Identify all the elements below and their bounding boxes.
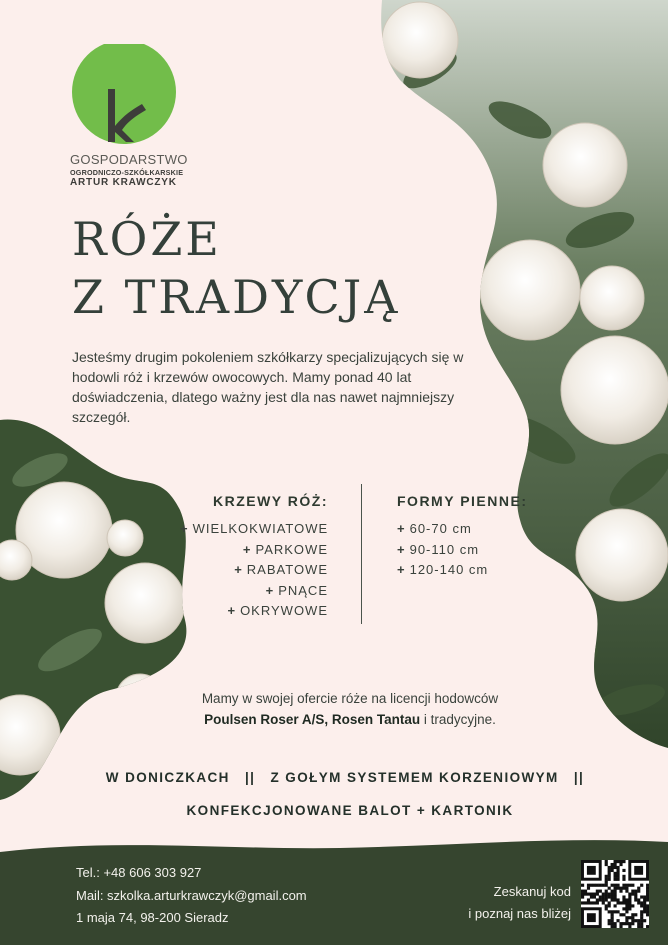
plus-icon: + — [242, 541, 252, 557]
packaging-row-2 — [80, 803, 620, 818]
list-item-label: RABATOWE — [246, 562, 328, 577]
offer-text-end: i tradycyjne. — [423, 712, 496, 727]
list-item — [180, 560, 328, 581]
logo-line-gospodarstwo: GOSPODARSTWO — [70, 152, 188, 167]
shrub-roses-list — [180, 493, 328, 622]
list-item — [397, 560, 547, 581]
packaging-pots: W DONICZKACH — [105, 770, 230, 785]
list-item — [397, 540, 547, 561]
column-divider — [361, 484, 362, 624]
contact-info — [76, 862, 307, 930]
separator: || — [573, 770, 585, 785]
offer-text-start: Mamy w swojej ofercie róże na licencji hodowców — [201, 691, 499, 706]
plus-icon: + — [234, 562, 243, 577]
list-item-label: PNĄCE — [278, 582, 328, 598]
standard-roses-heading: FORMY PIENNE: — [397, 493, 528, 509]
logo-k-mark-icon — [70, 44, 176, 144]
list-item — [180, 601, 328, 622]
list-item — [180, 540, 328, 561]
headline-line-2: Z TRADYCJĄ — [72, 270, 401, 324]
list-item-label: 60-70 cm — [409, 521, 472, 536]
plus-icon: + — [227, 603, 237, 618]
list-item — [180, 581, 328, 602]
qr-code-icon[interactable] — [581, 860, 649, 928]
headline-line-1: RÓŻE — [72, 212, 222, 266]
headline — [72, 210, 400, 326]
plus-icon: + — [397, 562, 406, 577]
intro-paragraph: Jesteśmy drugim pokoleniem szkółkarzy specjalizujących się w hodowli róż i krzewów owocowych. Mamy ponad 40 lat doświadczenia, dlatego ważny jest dla nas nawet najmniejszy szczegół. — [72, 349, 464, 425]
logo-line-owner: ARTUR KRAWCZYK — [70, 177, 177, 188]
left-rose-photo — [0, 410, 200, 810]
logo-line-ogrodniczo: OGRODNICZO-SZKÓŁKARSKIE — [70, 168, 184, 177]
list-item-label: WIELKOKWIATOWE — [192, 521, 329, 536]
plus-icon: + — [180, 521, 189, 536]
contact-address: 1 maja 74, 98-200 Sieradz — [76, 910, 229, 925]
list-item-label: 90-110 cm — [409, 541, 480, 557]
packaging-bare-root: Z GOŁYM SYSTEMEM KORZENIOWYM — [270, 770, 559, 785]
plus-icon: + — [397, 521, 406, 536]
plus-icon: + — [397, 541, 406, 557]
plus-icon: + — [265, 582, 275, 598]
list-item-label: 120-140 cm — [409, 562, 489, 577]
scan-line-1: Zeskanuj kod — [493, 884, 571, 899]
packaging-bale-carton: KONFEKCJONOWANE BALOT + KARTONIK — [186, 803, 514, 818]
list-item-label: PARKOWE — [255, 541, 328, 557]
shrub-roses-heading: KRZEWY RÓŻ: — [212, 493, 328, 509]
standard-roses-list — [397, 493, 547, 581]
packaging-row-1 — [80, 770, 620, 785]
contact-email[interactable]: Mail: szkolka.arturkrawczyk@gmail.com — [76, 887, 307, 903]
contact-phone[interactable]: Tel.: +48 606 303 927 — [76, 865, 202, 880]
list-item — [180, 519, 328, 540]
licence-offer-text — [150, 688, 550, 730]
separator: || — [244, 770, 256, 785]
packaging-options — [80, 770, 620, 836]
offer-breeders: Poulsen Roser A/S, Rosen Tantau — [204, 712, 421, 727]
list-item — [397, 519, 547, 540]
scan-line-2: i poznaj nas bliżej — [468, 906, 571, 921]
list-item-label: OKRYWOWE — [240, 603, 328, 618]
scan-prompt — [446, 881, 571, 925]
